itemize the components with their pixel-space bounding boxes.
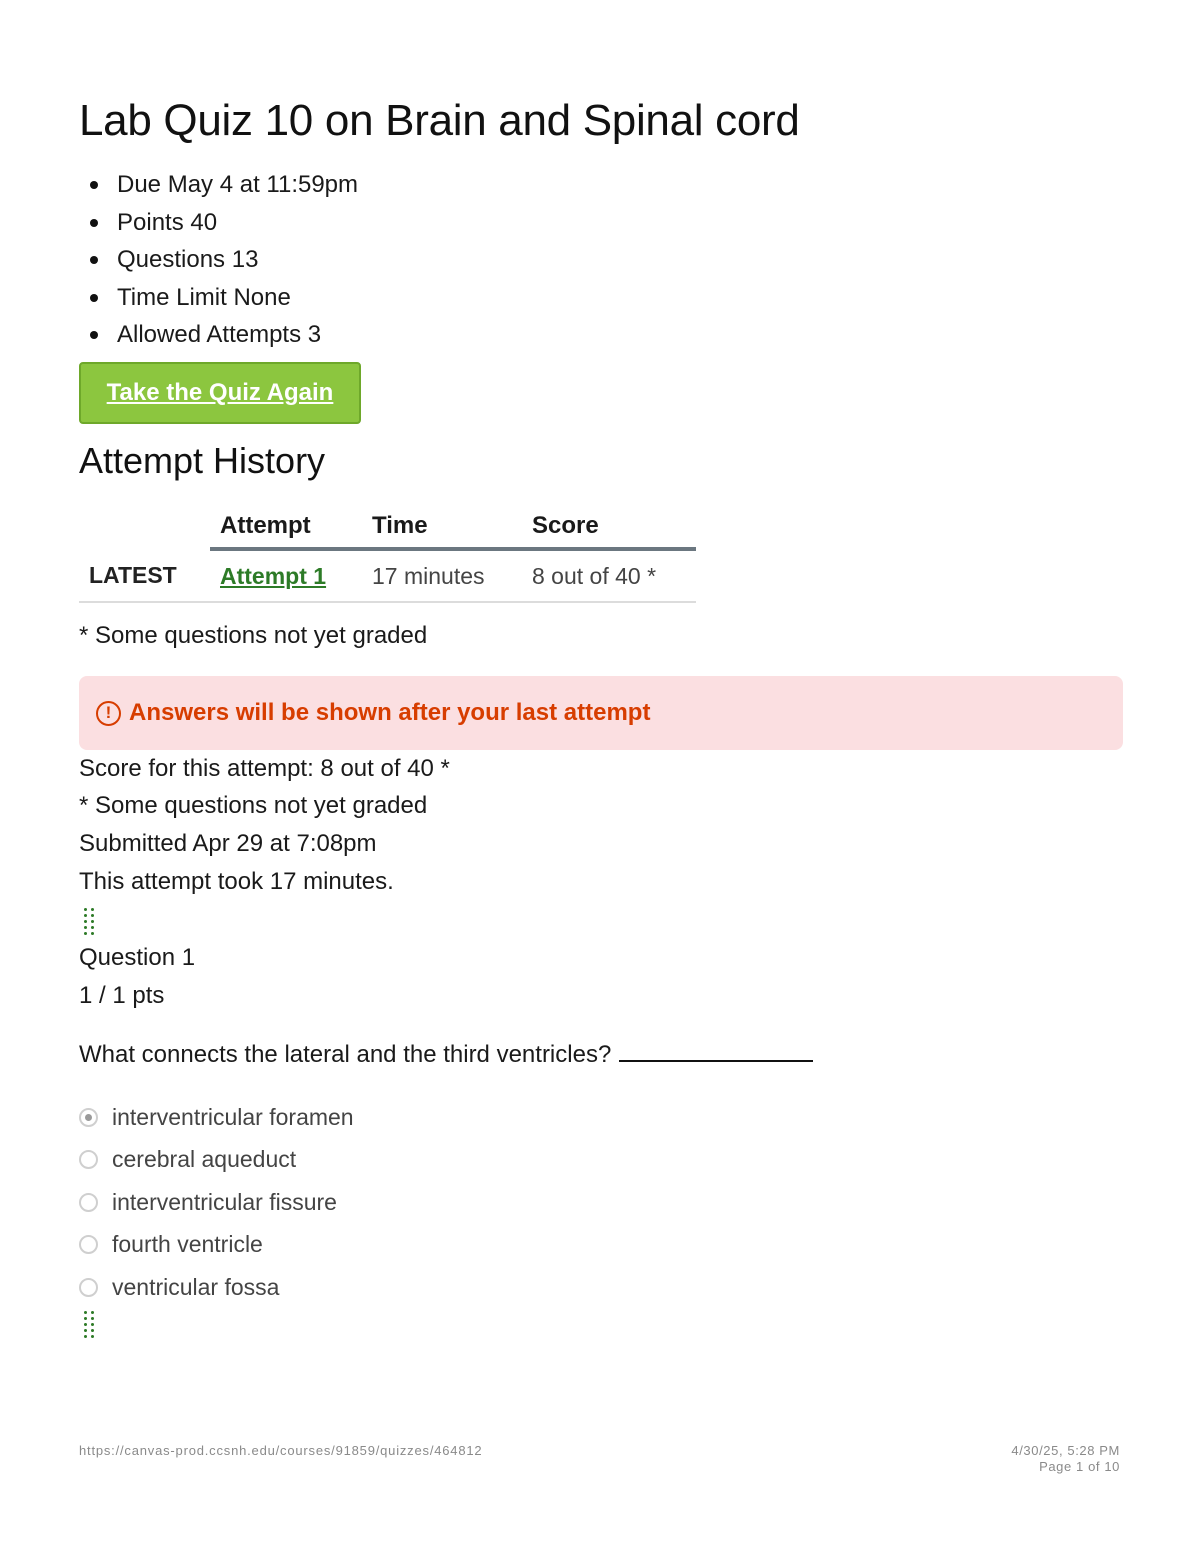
- option-label: interventricular fissure: [112, 1188, 337, 1215]
- alert-text: Answers will be shown after your last attempt: [129, 699, 651, 726]
- history-footnote: * Some questions not yet graded: [79, 622, 428, 649]
- question-text: [79, 1040, 813, 1069]
- header-score: Score: [522, 505, 696, 549]
- attempt-history-table: [79, 505, 696, 603]
- quiz-title: Lab Quiz 10 on Brain and Spinal cord: [79, 96, 800, 145]
- question-prompt: What connects the lateral and the third ventricles?: [79, 1041, 612, 1068]
- list-item[interactable]: [79, 1096, 354, 1139]
- radio-selected[interactable]: [79, 1108, 98, 1127]
- answers-alert: [79, 676, 1123, 750]
- header-attempt: Attempt: [210, 505, 362, 549]
- attempt-1-link[interactable]: Attempt 1: [220, 562, 327, 589]
- due-date: Due May 4 at 11:59pm: [79, 166, 358, 204]
- take-quiz-again-button[interactable]: Take the Quiz Again: [79, 362, 361, 424]
- question-points: 1 / 1 pts: [79, 982, 165, 1009]
- option-label: ventricular fossa: [112, 1273, 280, 1300]
- drag-handle-icon[interactable]: [84, 1311, 98, 1339]
- attempt-history-title: Attempt History: [79, 440, 326, 481]
- allowed-attempts: Allowed Attempts 3: [79, 316, 358, 354]
- footer-page-number: Page 1 of 10: [1039, 1459, 1120, 1474]
- exclamation-circle-icon: !: [96, 701, 121, 726]
- radio-button[interactable]: [79, 1150, 98, 1169]
- list-item[interactable]: [79, 1224, 354, 1267]
- option-label: interventricular foramen: [112, 1103, 354, 1130]
- header-time: Time: [362, 505, 522, 549]
- points: Points 40: [79, 204, 358, 242]
- list-item[interactable]: [79, 1266, 354, 1309]
- submitted-date: Submitted Apr 29 at 7:08pm: [79, 830, 377, 857]
- ungraded-note: * Some questions not yet graded: [79, 792, 428, 819]
- footer-datetime: 4/30/25, 5:28 PM: [1011, 1443, 1120, 1458]
- time-cell: 17 minutes: [362, 549, 522, 602]
- radio-button[interactable]: [79, 1193, 98, 1212]
- list-item[interactable]: [79, 1181, 354, 1224]
- list-item[interactable]: [79, 1139, 354, 1182]
- footer-info: [1011, 1443, 1120, 1475]
- time-limit: Time Limit None: [79, 279, 358, 317]
- question-number: Question 1: [79, 944, 196, 971]
- footer-url: https://canvas-prod.ccsnh.edu/courses/91859/quizzes/464812: [79, 1443, 483, 1458]
- score-cell: 8 out of 40 *: [522, 549, 696, 602]
- latest-tag: LATEST: [79, 549, 210, 602]
- option-label: fourth ventricle: [112, 1231, 263, 1258]
- header-blank: [79, 505, 210, 549]
- attempt-cell: [210, 549, 362, 602]
- attempt-duration: This attempt took 17 minutes.: [79, 868, 394, 895]
- radio-button[interactable]: [79, 1235, 98, 1254]
- answer-blank: [619, 1040, 813, 1062]
- table-row: [79, 549, 696, 602]
- drag-handle-icon[interactable]: [84, 908, 98, 936]
- question-count: Questions 13: [79, 241, 358, 279]
- attempt-score: Score for this attempt: 8 out of 40 *: [79, 755, 450, 782]
- table-header-row: [79, 505, 696, 549]
- answer-options: [79, 1096, 354, 1309]
- quiz-details: [79, 166, 358, 354]
- option-label: cerebral aqueduct: [112, 1146, 297, 1173]
- radio-button[interactable]: [79, 1278, 98, 1297]
